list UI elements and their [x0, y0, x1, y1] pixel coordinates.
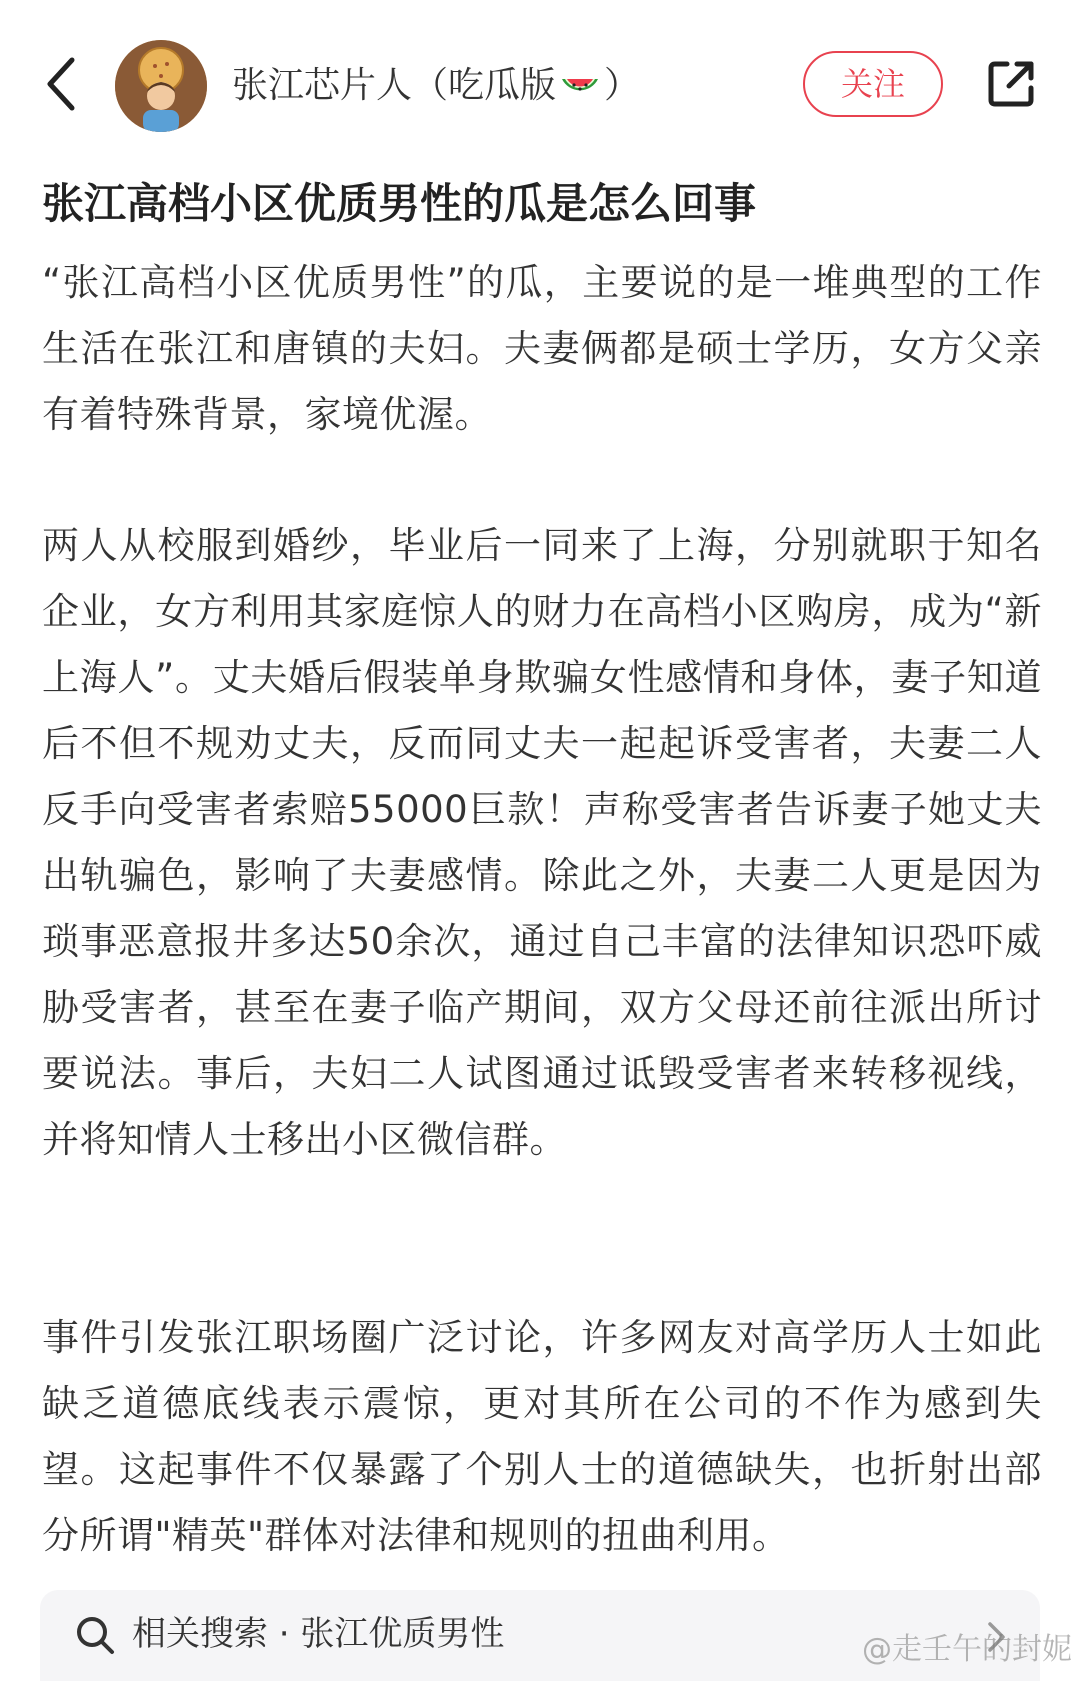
- back-arrow-icon: [40, 52, 84, 116]
- follow-button[interactable]: 关注: [803, 51, 943, 117]
- avatar-image: [115, 40, 207, 132]
- search-icon: [74, 1614, 116, 1656]
- article-paragraph-3: 事件引发张江职场圈广泛讨论，许多网友对高学历人士如此缺乏道德底线表示震惊，更对其所在公司的不作为感到失望。这起事件不仅暴露了个别人士的道德缺失，也折射出部分所谓"精英"群体对法律和规则的扭曲利用。: [42, 1316, 1042, 1557]
- watermelon-icon: [558, 65, 602, 109]
- article-paragraph-1: “张江高档小区优质男性”的瓜，主要说的是一堆典型的工作生活在张江和唐镇的夫妇。夫妻俩都是硕士学历，女方父亲有着特殊背景，家境优渥。: [42, 261, 1042, 436]
- author-name-text: 张江芯片人（吃瓜版: [232, 65, 557, 106]
- avatar[interactable]: [115, 40, 207, 132]
- related-search-label: 相关搜索 · 张江优质男性: [132, 1614, 505, 1654]
- author-name[interactable]: [232, 58, 640, 114]
- author-name-close: ）: [604, 65, 641, 106]
- watermark: @走壬午的封妮: [862, 1632, 1072, 1667]
- article-title: 张江高档小区优质男性的瓜是怎么回事: [42, 179, 757, 228]
- back-button[interactable]: [40, 52, 84, 116]
- share-button[interactable]: [985, 58, 1037, 110]
- share-icon: [985, 58, 1037, 110]
- article-paragraph-2: 两人从校服到婚纱，毕业后一同来了上海，分别就职于知名企业，女方利用其家庭惊人的财力在高档小区购房，成为“新上海人”。丈夫婚后假装单身欺骗女性感情和身体，妻子知道后不但不规劝丈夫，反而同丈夫一起起诉受害者，夫妻二人反手向受害者索赔55000巨款！声称受害者告诉妻子她丈夫出轨骗色，影响了夫妻感情。除此之外，夫妻二人更是因为琐事恶意报井多达50余次，通过自己丰富的法律知识恐吓威胁受害者，甚至在妻子临产期间，双方父母还前往派出所讨要说法。事后，夫妇二人试图通过诋毁受害者来转移视线，并将知情人士移出小区微信群。: [42, 524, 1042, 1161]
- top-bar: [0, 0, 1080, 170]
